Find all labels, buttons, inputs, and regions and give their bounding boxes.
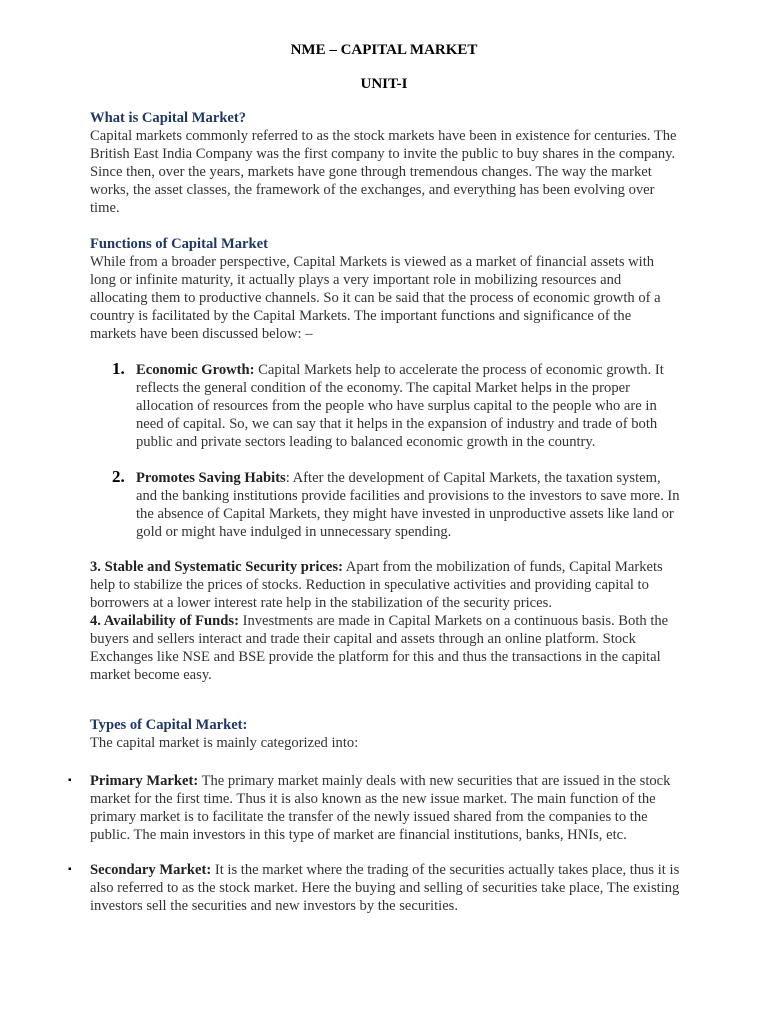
item-label: Primary Market: — [90, 773, 199, 789]
item-text: It is the market where the trading of the securities actually takes place, thus it is also referred to as the stock market. Here the buying and selling of securities take place, The existing investors sell the securities and new investors by the securities. — [90, 862, 680, 914]
document-title: NME – CAPITAL MARKET — [290, 42, 478, 58]
bullet-item-secondary-market — [68, 861, 680, 915]
item-text: The primary market mainly deals with new securities that are issued in the stock market for the first time. Thus it is also known as the new issue market. The main function of the primary market is to facilitate the transfer of the newly issued shared from the companies to the public. The main investors in this type of market are financial institutions, banks, HNIs, etc. — [90, 773, 671, 843]
section-types — [90, 716, 680, 752]
bullet-item-primary-market — [68, 772, 680, 844]
square-bullet-icon: ▪ — [68, 775, 72, 786]
square-bullet-icon: ▪ — [68, 864, 72, 875]
section-what-is — [90, 109, 680, 217]
numbered-item-saving-habits — [112, 467, 681, 541]
paragraph: While from a broader perspective, Capital Markets is viewed as a market of financial assets with long or infinite maturity, it actually plays a very important role in mobilizing resources and allocating them to productive channels. So it can be said that the process of economic growth of a country is facilitated by the Capital Markets. The important functions and significance of the markets have been discussed below: – — [90, 254, 661, 342]
item-label: Secondary Market: — [90, 862, 212, 878]
item-label: 3. Stable and Systematic Security prices: — [90, 559, 343, 575]
item-label: 4. Availability of Funds: — [90, 613, 239, 629]
paragraph: Capital markets commonly referred to as the stock markets have been in existence for centuries. The British East India Company was the first company to invite the public to buy shares in the company. Since then, over the years, markets have gone through tremendous changes. The way the market works, the asset classes, the framework of the exchanges, and everything has been evolving over time. — [90, 128, 677, 216]
item-text: Capital Markets help to accelerate the process of economic growth. It reflects the general condition of the economy. The capital Market helps in the proper allocation of resources from the people who have surplus capital to the people who are in need of capital. So, we can say that it helps in the expansion of industry and trade of both public and private sectors leading to balanced economic growth in the country. — [136, 362, 664, 450]
item-text: Investments are made in Capital Markets on a continuous basis. Both the buyers and sellers interact and trade their capital and assets through an online platform. Stock Exchanges like NSE and BSE provide the platform for this and thus the transactions in the capital market become easy. — [90, 613, 669, 683]
paragraph: The capital market is mainly categorized into: — [90, 735, 359, 751]
section-heading: Types of Capital Market: — [90, 717, 248, 733]
item-text: Apart from the mobilization of funds, Capital Markets help to stabilize the prices of stocks. Reduction in speculative activities and providing capital to borrowers at a lower interest rate help in the stabilization of the security prices. — [90, 559, 663, 611]
section-heading: Functions of Capital Market — [90, 236, 268, 252]
item-text: : After the development of Capital Markets, the taxation system, and the banking institutions provide facilities and provisions to the investors to save more. In the absence of Capital Markets, they might have invested in unproductive assets like land or gold or might have indulged in unnecessary spending. — [136, 470, 680, 540]
unit-title: UNIT-I — [360, 76, 408, 92]
function-item-stable-prices — [90, 558, 680, 612]
item-label: Economic Growth: — [136, 362, 255, 378]
function-item-availability-funds — [90, 612, 680, 684]
section-heading: What is Capital Market? — [90, 110, 247, 126]
list-number: 2. — [112, 467, 125, 486]
list-number: 1. — [112, 359, 125, 378]
numbered-item-economic-growth — [112, 359, 681, 451]
item-label: Promotes Saving Habits — [136, 470, 286, 486]
section-functions — [90, 235, 680, 343]
